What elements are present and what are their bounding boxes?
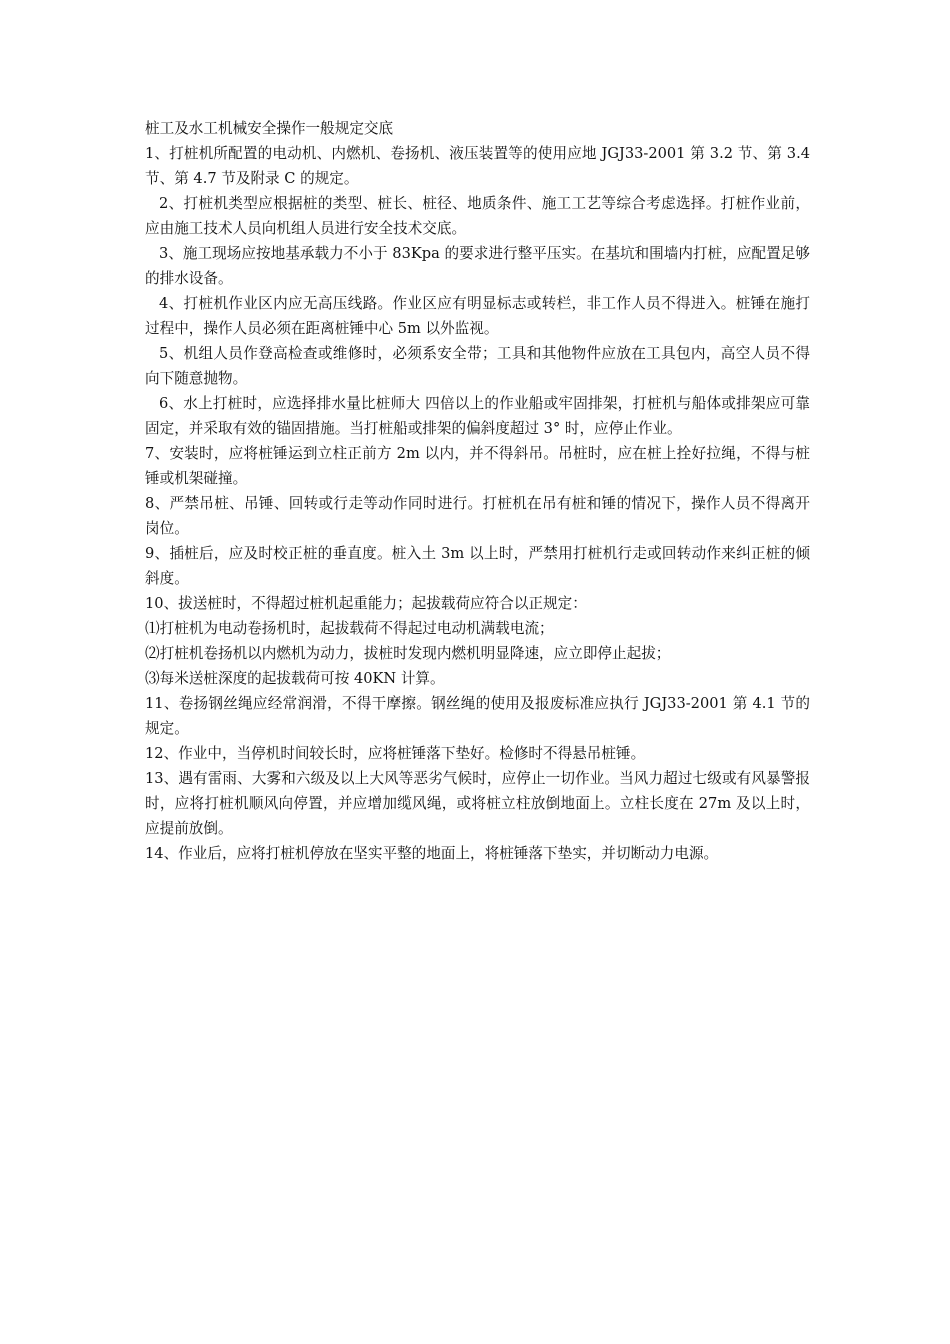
document-body [145, 116, 810, 866]
paragraph-6: 6、水上打桩时，应选择排水量比桩师大 四倍以上的作业船或牢固排架，打桩机与船体或排架应可靠固定，并采取有效的锚固措施。当打桩船或排架的偏斜度超过 3° 时，应停止作业。 [145, 395, 810, 437]
paragraph-2: 2、打桩机类型应根据桩的类型、桩长、桩径、地质条件、施工工艺等综合考虑选择。打桩作业前，应由施工技术人员向机组人员进行安全技术交底。 [145, 195, 810, 237]
paragraph-5: 5、机组人员作登高检查或维修时，必须系安全带；工具和其他物件应放在工具包内，高空人员不得向下随意抛物。 [145, 345, 810, 387]
paragraph-7: 7、安装时，应将桩锤运到立柱正前方 2m 以内，并不得斜吊。吊桩时，应在桩上拴好拉绳，不得与桩锤或机架碰撞。 [145, 445, 810, 487]
paragraph-10-item-3: ⑶每米送桩深度的起拔载荷可按 40KN 计算。 [145, 670, 445, 687]
paragraph-3: 3、施工现场应按地基承载力不小于 83Kpa 的要求进行整平压实。在基坑和围墙内打桩，应配置足够的排水设备。 [145, 245, 810, 287]
paragraph-4: 4、打桩机作业区内应无高压线路。作业区应有明显标志或转栏，非工作人员不得进入。桩锤在施打过程中，操作人员必须在距离桩锤中心 5m 以外监视。 [145, 295, 810, 337]
paragraph-9: 9、插桩后，应及时校正桩的垂直度。桩入土 3m 以上时，严禁用打桩机行走或回转动作来纠正桩的倾斜度。 [145, 545, 810, 587]
paragraph-10: 10、拔送桩时，不得超过桩机起重能力；起拔载荷应符合以正规定： [145, 595, 587, 612]
paragraph-10-item-1: ⑴打桩机为电动卷扬机时，起拔载荷不得起过电动机满载电流； [145, 620, 554, 637]
paragraph-11: 11、卷扬钢丝绳应经常润滑，不得干摩擦。钢丝绳的使用及报废标准应执行 JGJ33-2001 第 4.1 节的规定。 [145, 695, 810, 737]
paragraph-12: 12、作业中，当停机时间较长时，应将桩锤落下垫好。检修时不得悬吊桩锤。 [145, 745, 646, 762]
paragraph-8: 8、严禁吊桩、吊锤、回转或行走等动作同时进行。打桩机在吊有桩和锤的情况下，操作人员不得离开岗位。 [145, 495, 810, 537]
paragraph-1: 1、打桩机所配置的电动机、内燃机、卷扬机、液压装置等的使用应地 JGJ33-2001 第 3.2 节、第 3.4 节、第 4.7 节及附录 C 的规定。 [145, 145, 810, 187]
document-title: 桩工及水工机械安全操作一般规定交底 [145, 120, 394, 137]
paragraph-14: 14、作业后，应将打桩机停放在坚实平整的地面上，将桩锤落下垫实，并切断动力电源。 [145, 845, 719, 862]
paragraph-13: 13、遇有雷雨、大雾和六级及以上大风等恶劣气候时，应停止一切作业。当风力超过七级或有风暴警报时，应将打桩机顺风向停置，并应增加缆风绳，或将桩立柱放倒地面上。立柱长度在 27m 及以上时，应提前放倒。 [145, 770, 810, 837]
paragraph-10-item-2: ⑵打桩机卷扬机以内燃机为动力，拔桩时发现内燃机明显降速，应立即停止起拔； [145, 645, 671, 662]
